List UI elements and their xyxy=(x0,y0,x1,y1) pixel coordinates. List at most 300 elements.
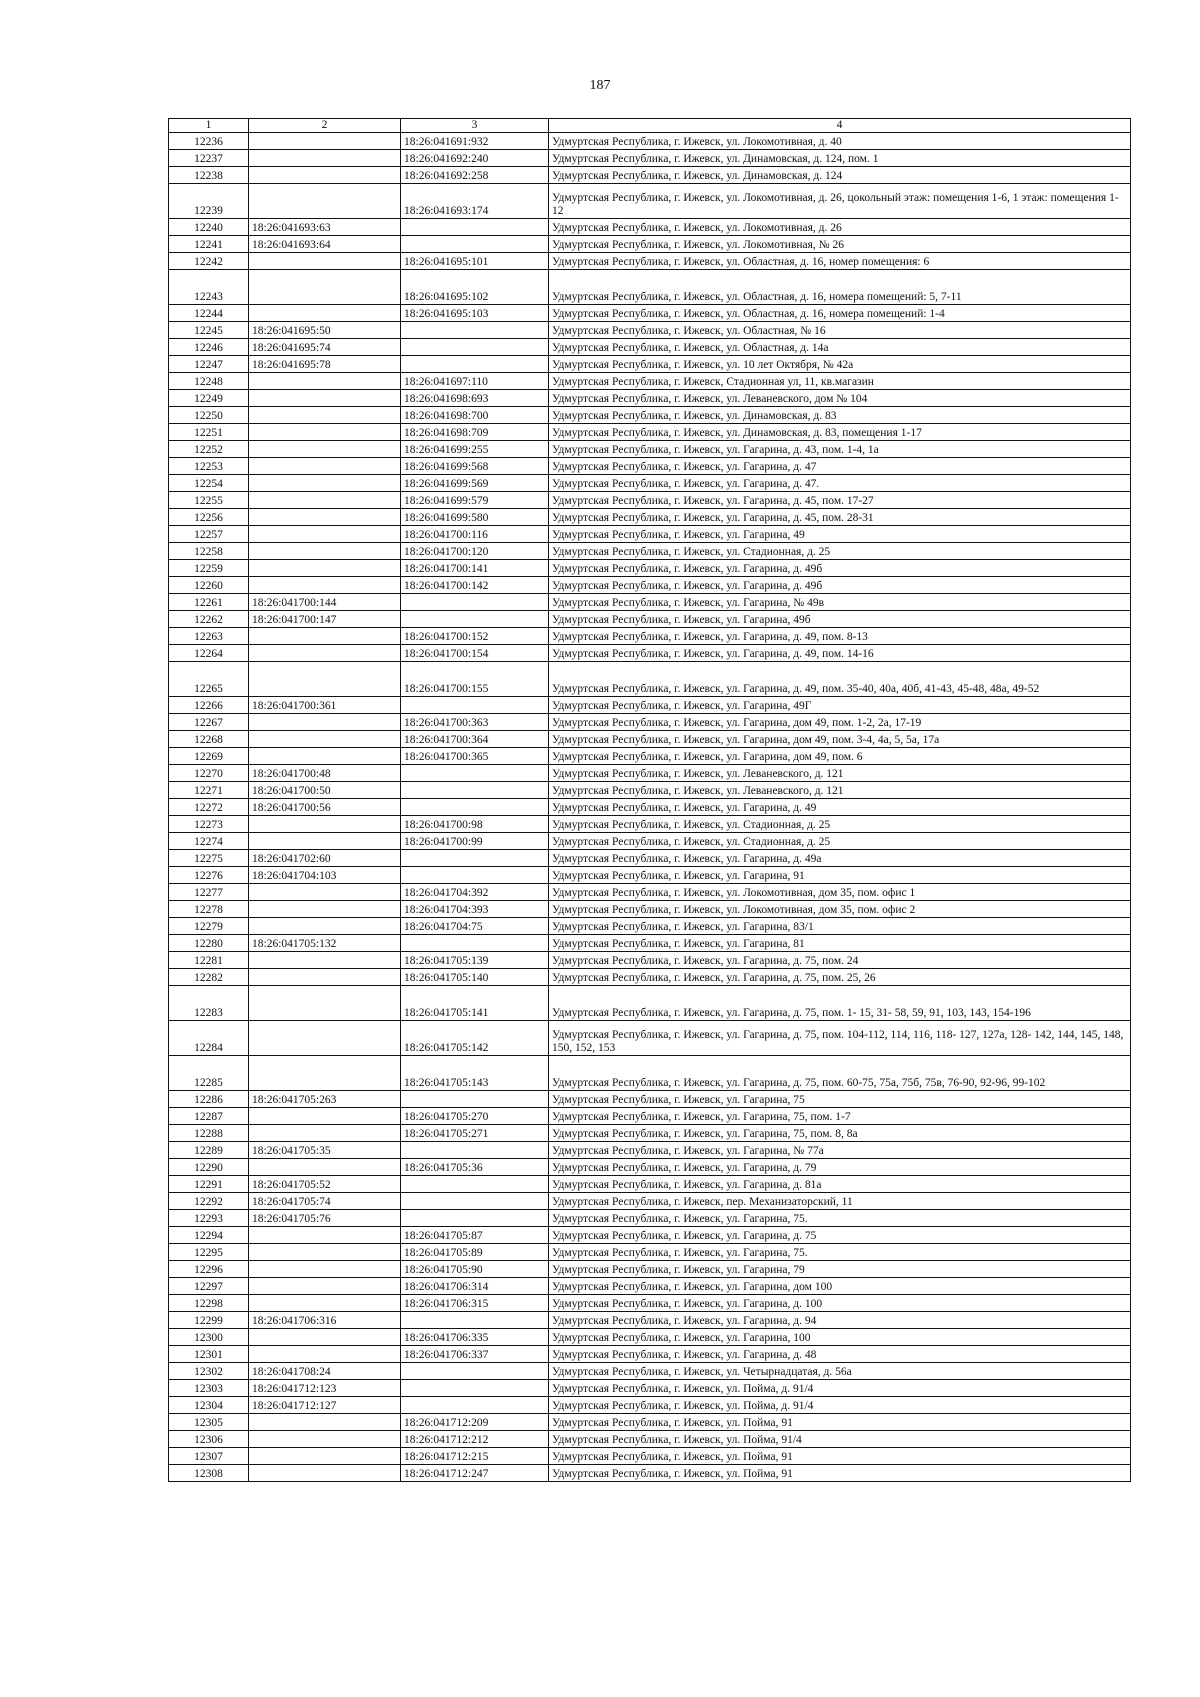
table-row xyxy=(169,952,1131,969)
cadastral-number-cell xyxy=(249,1414,401,1431)
column-header-2: 2 xyxy=(249,119,401,133)
table-row xyxy=(169,1142,1131,1159)
row-number-cell: 12264 xyxy=(169,645,249,662)
address-cell: Удмуртская Республика, г. Ижевск, ул. Леваневского, д. 121 xyxy=(549,782,1131,799)
row-number-cell: 12272 xyxy=(169,799,249,816)
address-cell: Удмуртская Республика, г. Ижевск, ул. Гагарина, д. 49 xyxy=(549,799,1131,816)
address-cell: Удмуртская Республика, г. Ижевск, ул. Динамовская, д. 83, помещения 1-17 xyxy=(549,424,1131,441)
row-number-cell: 12261 xyxy=(169,594,249,611)
table-row xyxy=(169,867,1131,884)
cadastral-number-cell xyxy=(249,133,401,150)
row-number-cell: 12249 xyxy=(169,390,249,407)
address-cell: Удмуртская Республика, г. Ижевск, ул. Пойма, 91 xyxy=(549,1465,1131,1482)
table-row xyxy=(169,816,1131,833)
address-cell: Удмуртская Республика, г. Ижевск, ул. Пойма, д. 91/4 xyxy=(549,1397,1131,1414)
row-number-cell: 12300 xyxy=(169,1329,249,1346)
address-cell: Удмуртская Республика, г. Ижевск, ул. Гагарина, д. 100 xyxy=(549,1295,1131,1312)
row-number-cell: 12245 xyxy=(169,322,249,339)
row-number-cell: 12305 xyxy=(169,1414,249,1431)
table-header-row xyxy=(169,119,1131,133)
table-row xyxy=(169,1448,1131,1465)
cadastral-number-cell xyxy=(249,918,401,935)
cadastral-number-alt-cell xyxy=(401,219,549,236)
table-row xyxy=(169,407,1131,424)
table-row xyxy=(169,1414,1131,1431)
table-row xyxy=(169,305,1131,322)
row-number-cell: 12279 xyxy=(169,918,249,935)
row-number-cell: 12255 xyxy=(169,492,249,509)
cadastral-number-cell xyxy=(249,986,401,1021)
address-cell: Удмуртская Республика, г. Ижевск, ул. Локомотивная, д. 26, цокольный этаж: помещения 1-6, 1 этаж: помещения 1-12 xyxy=(549,184,1131,219)
row-number-cell: 12241 xyxy=(169,236,249,253)
table-row xyxy=(169,373,1131,390)
row-number-cell: 12244 xyxy=(169,305,249,322)
cadastral-number-cell: 18:26:041708:24 xyxy=(249,1363,401,1380)
address-cell: Удмуртская Республика, г. Ижевск, ул. Локомотивная, дом 35, пом. офис 2 xyxy=(549,901,1131,918)
cadastral-number-cell: 18:26:041705:52 xyxy=(249,1176,401,1193)
cadastral-number-cell xyxy=(249,407,401,424)
row-number-cell: 12306 xyxy=(169,1431,249,1448)
cadastral-number-alt-cell: 18:26:041700:120 xyxy=(401,543,549,560)
cadastral-number-alt-cell: 18:26:041693:174 xyxy=(401,184,549,219)
table-row xyxy=(169,1091,1131,1108)
cadastral-number-alt-cell: 18:26:041691:932 xyxy=(401,133,549,150)
cadastral-number-cell: 18:26:041705:132 xyxy=(249,935,401,952)
cadastral-number-alt-cell: 18:26:041699:569 xyxy=(401,475,549,492)
row-number-cell: 12265 xyxy=(169,662,249,697)
cadastral-number-cell xyxy=(249,1261,401,1278)
table-row xyxy=(169,167,1131,184)
cadastral-number-cell xyxy=(249,1056,401,1091)
cadastral-number-cell: 18:26:041700:48 xyxy=(249,765,401,782)
address-cell: Удмуртская Республика, г. Ижевск, ул. Гагарина, 83/1 xyxy=(549,918,1131,935)
row-number-cell: 12250 xyxy=(169,407,249,424)
row-number-cell: 12292 xyxy=(169,1193,249,1210)
cadastral-number-cell: 18:26:041702:60 xyxy=(249,850,401,867)
cadastral-number-alt-cell: 18:26:041705:270 xyxy=(401,1108,549,1125)
row-number-cell: 12278 xyxy=(169,901,249,918)
table-row xyxy=(169,1380,1131,1397)
cadastral-number-alt-cell xyxy=(401,1142,549,1159)
table-row xyxy=(169,850,1131,867)
address-cell: Удмуртская Республика, г. Ижевск, ул. Гагарина, д. 43, пом. 1-4, 1а xyxy=(549,441,1131,458)
data-table xyxy=(168,118,1131,1482)
row-number-cell: 12275 xyxy=(169,850,249,867)
address-cell: Удмуртская Республика, г. Ижевск, ул. Стадионная, д. 25 xyxy=(549,816,1131,833)
table-row xyxy=(169,628,1131,645)
address-cell: Удмуртская Республика, г. Ижевск, ул. Гагарина, д. 47. xyxy=(549,475,1131,492)
table-row xyxy=(169,884,1131,901)
cadastral-number-cell xyxy=(249,543,401,560)
cadastral-number-alt-cell: 18:26:041699:255 xyxy=(401,441,549,458)
cadastral-number-alt-cell: 18:26:041705:143 xyxy=(401,1056,549,1091)
row-number-cell: 12251 xyxy=(169,424,249,441)
row-number-cell: 12239 xyxy=(169,184,249,219)
address-cell: Удмуртская Республика, г. Ижевск, ул. Пойма, 91 xyxy=(549,1448,1131,1465)
cadastral-number-cell xyxy=(249,150,401,167)
cadastral-number-alt-cell: 18:26:041706:315 xyxy=(401,1295,549,1312)
table-row xyxy=(169,611,1131,628)
address-cell: Удмуртская Республика, г. Ижевск, ул. Стадионная, д. 25 xyxy=(549,833,1131,850)
cadastral-number-cell xyxy=(249,560,401,577)
address-cell: Удмуртская Республика, г. Ижевск, ул. Гагарина, 91 xyxy=(549,867,1131,884)
column-header-1: 1 xyxy=(169,119,249,133)
cadastral-number-cell xyxy=(249,492,401,509)
cadastral-number-cell xyxy=(249,1448,401,1465)
cadastral-number-alt-cell xyxy=(401,799,549,816)
cadastral-number-cell xyxy=(249,884,401,901)
cadastral-number-cell xyxy=(249,901,401,918)
cadastral-number-cell xyxy=(249,184,401,219)
address-cell: Удмуртская Республика, г. Ижевск, ул. Гагарина, д. 45, пом. 28-31 xyxy=(549,509,1131,526)
cadastral-number-cell xyxy=(249,577,401,594)
row-number-cell: 12237 xyxy=(169,150,249,167)
address-cell: Удмуртская Республика, г. Ижевск, ул. Областная, д. 16, номера помещений: 1-4 xyxy=(549,305,1131,322)
cadastral-number-alt-cell xyxy=(401,1312,549,1329)
table-row xyxy=(169,219,1131,236)
address-cell: Удмуртская Республика, г. Ижевск, ул. 10 лет Октября, № 42а xyxy=(549,356,1131,373)
cadastral-number-cell: 18:26:041693:64 xyxy=(249,236,401,253)
cadastral-number-cell: 18:26:041700:147 xyxy=(249,611,401,628)
cadastral-number-cell xyxy=(249,305,401,322)
address-cell: Удмуртская Республика, г. Ижевск, ул. Динамовская, д. 83 xyxy=(549,407,1131,424)
cadastral-number-cell xyxy=(249,714,401,731)
cadastral-number-cell xyxy=(249,731,401,748)
table-row xyxy=(169,1244,1131,1261)
row-number-cell: 12259 xyxy=(169,560,249,577)
row-number-cell: 12284 xyxy=(169,1021,249,1056)
table-row xyxy=(169,901,1131,918)
cadastral-number-alt-cell: 18:26:041706:335 xyxy=(401,1329,549,1346)
cadastral-number-alt-cell: 18:26:041698:693 xyxy=(401,390,549,407)
table-row xyxy=(169,662,1131,697)
row-number-cell: 12273 xyxy=(169,816,249,833)
row-number-cell: 12302 xyxy=(169,1363,249,1380)
table-row xyxy=(169,133,1131,150)
address-cell: Удмуртская Республика, г. Ижевск, ул. Гагарина, дом 100 xyxy=(549,1278,1131,1295)
cadastral-number-cell: 18:26:041706:316 xyxy=(249,1312,401,1329)
row-number-cell: 12236 xyxy=(169,133,249,150)
address-cell: Удмуртская Республика, г. Ижевск, ул. Гагарина, д. 49б xyxy=(549,577,1131,594)
cadastral-number-alt-cell xyxy=(401,697,549,714)
address-cell: Удмуртская Республика, г. Ижевск, ул. Стадионная, д. 25 xyxy=(549,543,1131,560)
address-cell: Удмуртская Республика, г. Ижевск, ул. Гагарина, д. 75, пом. 60-75, 75а, 75б, 75в, 76-90, 92-96, 99-102 xyxy=(549,1056,1131,1091)
row-number-cell: 12248 xyxy=(169,373,249,390)
address-cell: Удмуртская Республика, г. Ижевск, ул. Локомотивная, № 26 xyxy=(549,236,1131,253)
cadastral-number-alt-cell: 18:26:041705:140 xyxy=(401,969,549,986)
row-number-cell: 12276 xyxy=(169,867,249,884)
address-cell: Удмуртская Республика, г. Ижевск, ул. Пойма, 91 xyxy=(549,1414,1131,1431)
cadastral-number-alt-cell: 18:26:041700:154 xyxy=(401,645,549,662)
address-cell: Удмуртская Республика, г. Ижевск, ул. Областная, д. 16, номера помещений: 5, 7-11 xyxy=(549,270,1131,305)
cadastral-number-alt-cell xyxy=(401,935,549,952)
address-cell: Удмуртская Республика, г. Ижевск, ул. Гагарина, д. 49, пом. 14-16 xyxy=(549,645,1131,662)
address-cell: Удмуртская Республика, г. Ижевск, ул. Гагарина, № 49в xyxy=(549,594,1131,611)
cadastral-number-alt-cell: 18:26:041705:139 xyxy=(401,952,549,969)
cadastral-number-alt-cell: 18:26:041695:101 xyxy=(401,253,549,270)
cadastral-number-cell xyxy=(249,1346,401,1363)
cadastral-number-cell xyxy=(249,167,401,184)
table-row xyxy=(169,765,1131,782)
row-number-cell: 12254 xyxy=(169,475,249,492)
cadastral-number-alt-cell xyxy=(401,339,549,356)
cadastral-number-cell xyxy=(249,1159,401,1176)
address-cell: Удмуртская Республика, г. Ижевск, ул. Локомотивная, д. 40 xyxy=(549,133,1131,150)
cadastral-number-alt-cell xyxy=(401,1380,549,1397)
row-number-cell: 12268 xyxy=(169,731,249,748)
cadastral-number-cell: 18:26:041700:144 xyxy=(249,594,401,611)
cadastral-number-alt-cell: 18:26:041698:700 xyxy=(401,407,549,424)
cadastral-number-alt-cell xyxy=(401,782,549,799)
address-cell: Удмуртская Республика, г. Ижевск, ул. Гагарина, д. 49а xyxy=(549,850,1131,867)
cadastral-number-alt-cell: 18:26:041700:98 xyxy=(401,816,549,833)
address-cell: Удмуртская Республика, г. Ижевск, ул. Гагарина, д. 49, пом. 8-13 xyxy=(549,628,1131,645)
address-cell: Удмуртская Республика, г. Ижевск, ул. Гагарина, д. 81а xyxy=(549,1176,1131,1193)
address-cell: Удмуртская Республика, г. Ижевск, ул. Гагарина, дом 49, пом. 6 xyxy=(549,748,1131,765)
row-number-cell: 12242 xyxy=(169,253,249,270)
row-number-cell: 12246 xyxy=(169,339,249,356)
row-number-cell: 12277 xyxy=(169,884,249,901)
address-cell: Удмуртская Республика, г. Ижевск, ул. Локомотивная, д. 26 xyxy=(549,219,1131,236)
table-row xyxy=(169,356,1131,373)
table-row xyxy=(169,560,1131,577)
table-row xyxy=(169,441,1131,458)
cadastral-number-alt-cell xyxy=(401,867,549,884)
table-row xyxy=(169,697,1131,714)
table-row xyxy=(169,526,1131,543)
address-cell: Удмуртская Республика, г. Ижевск, ул. Пойма, д. 91/4 xyxy=(549,1380,1131,1397)
address-cell: Удмуртская Республика, г. Ижевск, ул. Гагарина, д. 75, пом. 1- 15, 31- 58, 59, 91, 103, 143, 154-196 xyxy=(549,986,1131,1021)
table-body xyxy=(169,133,1131,1482)
address-cell: Удмуртская Республика, г. Ижевск, ул. Пойма, 91/4 xyxy=(549,1431,1131,1448)
cadastral-number-alt-cell: 18:26:041700:116 xyxy=(401,526,549,543)
row-number-cell: 12267 xyxy=(169,714,249,731)
cadastral-number-alt-cell: 18:26:041705:142 xyxy=(401,1021,549,1056)
row-number-cell: 12271 xyxy=(169,782,249,799)
table-row xyxy=(169,339,1131,356)
address-cell: Удмуртская Республика, г. Ижевск, ул. Гагарина, 81 xyxy=(549,935,1131,952)
address-cell: Удмуртская Республика, г. Ижевск, Стадионная ул, 11, кв.магазин xyxy=(549,373,1131,390)
table-row xyxy=(169,799,1131,816)
table-row xyxy=(169,1329,1131,1346)
cadastral-number-alt-cell xyxy=(401,356,549,373)
cadastral-number-cell xyxy=(249,1021,401,1056)
address-cell: Удмуртская Республика, г. Ижевск, ул. Гагарина, 49Г xyxy=(549,697,1131,714)
table-row xyxy=(169,1176,1131,1193)
cadastral-number-alt-cell xyxy=(401,594,549,611)
cadastral-number-cell xyxy=(249,526,401,543)
row-number-cell: 12258 xyxy=(169,543,249,560)
cadastral-number-cell xyxy=(249,1227,401,1244)
table-row xyxy=(169,1227,1131,1244)
row-number-cell: 12285 xyxy=(169,1056,249,1091)
table-row xyxy=(169,577,1131,594)
row-number-cell: 12240 xyxy=(169,219,249,236)
table-row xyxy=(169,150,1131,167)
row-number-cell: 12290 xyxy=(169,1159,249,1176)
row-number-cell: 12247 xyxy=(169,356,249,373)
address-cell: Удмуртская Республика, г. Ижевск, ул. Гагарина, д. 45, пом. 17-27 xyxy=(549,492,1131,509)
address-cell: Удмуртская Республика, г. Ижевск, ул. Гагарина, д. 75 xyxy=(549,1227,1131,1244)
row-number-cell: 12266 xyxy=(169,697,249,714)
row-number-cell: 12260 xyxy=(169,577,249,594)
table-row xyxy=(169,1125,1131,1142)
cadastral-number-alt-cell: 18:26:041695:103 xyxy=(401,305,549,322)
cadastral-number-cell xyxy=(249,1431,401,1448)
row-number-cell: 12280 xyxy=(169,935,249,952)
address-cell: Удмуртская Республика, г. Ижевск, ул. Локомотивная, дом 35, пом. офис 1 xyxy=(549,884,1131,901)
cadastral-number-alt-cell: 18:26:041712:247 xyxy=(401,1465,549,1482)
cadastral-number-cell: 18:26:041704:103 xyxy=(249,867,401,884)
cadastral-number-cell xyxy=(249,1108,401,1125)
row-number-cell: 12286 xyxy=(169,1091,249,1108)
cadastral-number-alt-cell: 18:26:041700:155 xyxy=(401,662,549,697)
cadastral-number-alt-cell: 18:26:041700:141 xyxy=(401,560,549,577)
cadastral-number-cell xyxy=(249,969,401,986)
row-number-cell: 12308 xyxy=(169,1465,249,1482)
table-row xyxy=(169,543,1131,560)
address-cell: Удмуртская Республика, г. Ижевск, ул. Гагарина, 75, пом. 8, 8а xyxy=(549,1125,1131,1142)
table-row xyxy=(169,509,1131,526)
address-cell: Удмуртская Республика, г. Ижевск, ул. Гагарина, 100 xyxy=(549,1329,1131,1346)
address-cell: Удмуртская Республика, г. Ижевск, ул. Гагарина, 75. xyxy=(549,1244,1131,1261)
cadastral-number-alt-cell: 18:26:041712:215 xyxy=(401,1448,549,1465)
row-number-cell: 12303 xyxy=(169,1380,249,1397)
address-cell: Удмуртская Республика, г. Ижевск, ул. Гагарина, д. 48 xyxy=(549,1346,1131,1363)
address-cell: Удмуртская Республика, г. Ижевск, ул. Гагарина, д. 75, пом. 104-112, 114, 116, 118- 127, 127а, 128- 142, 144, 145, 148, 150, 152, 153 xyxy=(549,1021,1131,1056)
address-cell: Удмуртская Республика, г. Ижевск, ул. Гагарина, д. 75, пом. 24 xyxy=(549,952,1131,969)
row-number-cell: 12281 xyxy=(169,952,249,969)
address-cell: Удмуртская Республика, г. Ижевск, ул. Гагарина, 75. xyxy=(549,1210,1131,1227)
address-cell: Удмуртская Республика, г. Ижевск, пер. Механизаторский, 11 xyxy=(549,1193,1131,1210)
cadastral-number-cell: 18:26:041695:50 xyxy=(249,322,401,339)
cadastral-number-cell xyxy=(249,816,401,833)
table-row xyxy=(169,1312,1131,1329)
table-row xyxy=(169,270,1131,305)
cadastral-number-alt-cell: 18:26:041692:240 xyxy=(401,150,549,167)
row-number-cell: 12274 xyxy=(169,833,249,850)
cadastral-number-cell xyxy=(249,833,401,850)
cadastral-number-cell xyxy=(249,748,401,765)
table-row xyxy=(169,492,1131,509)
cadastral-number-cell xyxy=(249,458,401,475)
address-cell: Удмуртская Республика, г. Ижевск, ул. Гагарина, № 77а xyxy=(549,1142,1131,1159)
row-number-cell: 12263 xyxy=(169,628,249,645)
table-row xyxy=(169,390,1131,407)
cadastral-number-cell: 18:26:041695:78 xyxy=(249,356,401,373)
cadastral-number-alt-cell: 18:26:041698:709 xyxy=(401,424,549,441)
row-number-cell: 12269 xyxy=(169,748,249,765)
cadastral-number-cell: 18:26:041705:263 xyxy=(249,1091,401,1108)
address-cell: Удмуртская Республика, г. Ижевск, ул. Динамовская, д. 124, пом. 1 xyxy=(549,150,1131,167)
cadastral-number-cell: 18:26:041700:361 xyxy=(249,697,401,714)
table-row xyxy=(169,184,1131,219)
cadastral-number-cell: 18:26:041705:76 xyxy=(249,1210,401,1227)
row-number-cell: 12282 xyxy=(169,969,249,986)
table-row xyxy=(169,918,1131,935)
table-row xyxy=(169,1210,1131,1227)
cadastral-number-alt-cell: 18:26:041706:314 xyxy=(401,1278,549,1295)
cadastral-number-cell xyxy=(249,475,401,492)
cadastral-number-alt-cell: 18:26:041700:142 xyxy=(401,577,549,594)
row-number-cell: 12253 xyxy=(169,458,249,475)
address-cell: Удмуртская Республика, г. Ижевск, ул. Гагарина, д. 79 xyxy=(549,1159,1131,1176)
cadastral-number-alt-cell xyxy=(401,236,549,253)
cadastral-number-alt-cell: 18:26:041704:392 xyxy=(401,884,549,901)
cadastral-number-alt-cell: 18:26:041700:364 xyxy=(401,731,549,748)
table-row xyxy=(169,1346,1131,1363)
table-row xyxy=(169,1397,1131,1414)
cadastral-number-alt-cell xyxy=(401,765,549,782)
cadastral-number-cell xyxy=(249,390,401,407)
cadastral-number-cell xyxy=(249,424,401,441)
cadastral-number-cell xyxy=(249,441,401,458)
column-header-3: 3 xyxy=(401,119,549,133)
address-cell: Удмуртская Республика, г. Ижевск, ул. Областная, д. 14а xyxy=(549,339,1131,356)
cadastral-number-alt-cell: 18:26:041705:89 xyxy=(401,1244,549,1261)
cadastral-number-alt-cell: 18:26:041700:99 xyxy=(401,833,549,850)
row-number-cell: 12293 xyxy=(169,1210,249,1227)
row-number-cell: 12289 xyxy=(169,1142,249,1159)
table-row xyxy=(169,594,1131,611)
cadastral-number-alt-cell: 18:26:041700:152 xyxy=(401,628,549,645)
address-cell: Удмуртская Республика, г. Ижевск, ул. Леваневского, д. 121 xyxy=(549,765,1131,782)
cadastral-number-cell xyxy=(249,645,401,662)
table-row xyxy=(169,322,1131,339)
address-cell: Удмуртская Республика, г. Ижевск, ул. Леваневского, дом № 104 xyxy=(549,390,1131,407)
table-row xyxy=(169,1056,1131,1091)
row-number-cell: 12256 xyxy=(169,509,249,526)
cadastral-number-alt-cell: 18:26:041712:209 xyxy=(401,1414,549,1431)
address-cell: Удмуртская Республика, г. Ижевск, ул. Гагарина, д. 49б xyxy=(549,560,1131,577)
row-number-cell: 12257 xyxy=(169,526,249,543)
cadastral-number-alt-cell: 18:26:041705:87 xyxy=(401,1227,549,1244)
row-number-cell: 12297 xyxy=(169,1278,249,1295)
table-row xyxy=(169,1193,1131,1210)
address-cell: Удмуртская Республика, г. Ижевск, ул. Гагарина, д. 47 xyxy=(549,458,1131,475)
row-number-cell: 12307 xyxy=(169,1448,249,1465)
cadastral-number-cell: 18:26:041693:63 xyxy=(249,219,401,236)
address-cell: Удмуртская Республика, г. Ижевск, ул. Гагарина, д. 75, пом. 25, 26 xyxy=(549,969,1131,986)
cadastral-number-alt-cell: 18:26:041705:271 xyxy=(401,1125,549,1142)
row-number-cell: 12243 xyxy=(169,270,249,305)
cadastral-number-cell: 18:26:041700:56 xyxy=(249,799,401,816)
cadastral-number-alt-cell xyxy=(401,1193,549,1210)
cadastral-number-alt-cell: 18:26:041706:337 xyxy=(401,1346,549,1363)
table-row xyxy=(169,935,1131,952)
row-number-cell: 12262 xyxy=(169,611,249,628)
cadastral-number-alt-cell: 18:26:041697:110 xyxy=(401,373,549,390)
cadastral-number-cell: 18:26:041712:123 xyxy=(249,1380,401,1397)
cadastral-number-alt-cell xyxy=(401,611,549,628)
cadastral-number-alt-cell: 18:26:041704:75 xyxy=(401,918,549,935)
cadastral-number-alt-cell: 18:26:041705:90 xyxy=(401,1261,549,1278)
cadastral-number-cell xyxy=(249,952,401,969)
row-number-cell: 12291 xyxy=(169,1176,249,1193)
cadastral-number-cell: 18:26:041695:74 xyxy=(249,339,401,356)
cadastral-number-cell xyxy=(249,1329,401,1346)
table-row xyxy=(169,1108,1131,1125)
cadastral-number-cell xyxy=(249,1465,401,1482)
cadastral-number-cell xyxy=(249,1278,401,1295)
address-cell: Удмуртская Республика, г. Ижевск, ул. Гагарина, дом 49, пом. 3-4, 4а, 5, 5а, 17а xyxy=(549,731,1131,748)
table-row xyxy=(169,986,1131,1021)
table-row xyxy=(169,424,1131,441)
cadastral-number-alt-cell: 18:26:041705:36 xyxy=(401,1159,549,1176)
row-number-cell: 12283 xyxy=(169,986,249,1021)
table-row xyxy=(169,236,1131,253)
table-row xyxy=(169,1278,1131,1295)
